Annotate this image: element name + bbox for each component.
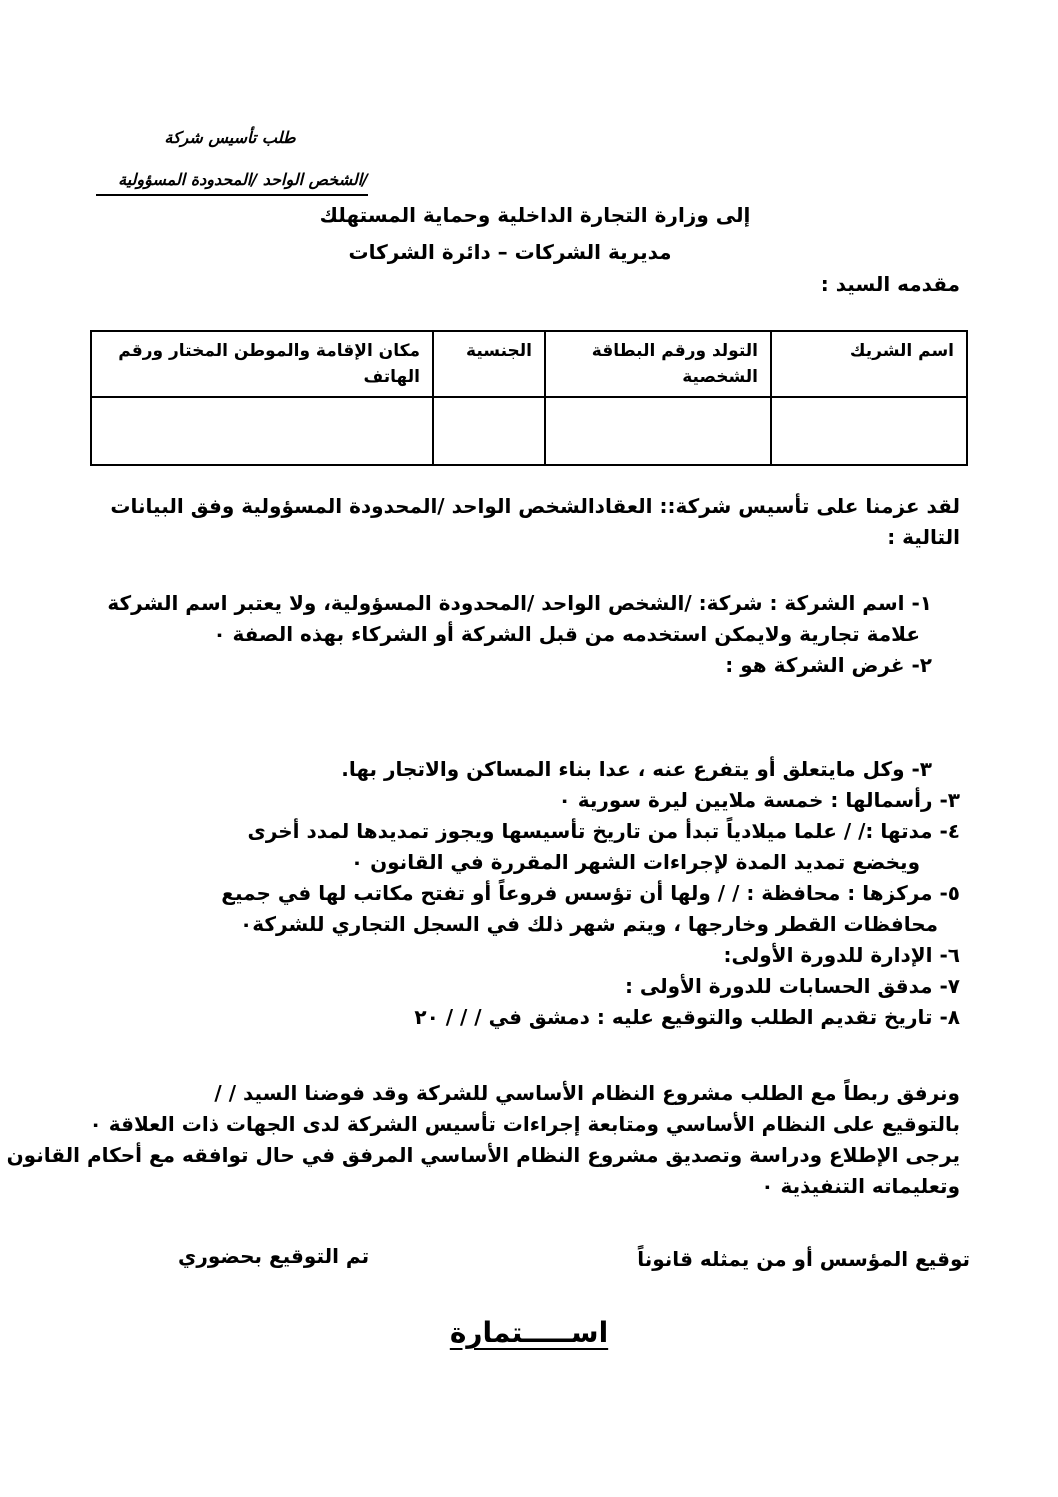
item-8: ٨- تاريخ تقديم الطلب والتوقيع عليه : دمشق في / / / ٢٠ [414, 1005, 960, 1029]
intro-line: التالية : [887, 525, 960, 549]
form-label [0, 1316, 1058, 1349]
partners-table [90, 330, 968, 466]
header-birth-id: التولد ورقم البطاقة الشخصية [545, 331, 771, 397]
cell-residence[interactable] [91, 397, 433, 465]
intro-paragraph [110, 491, 960, 553]
item-7: ٧- مدقق الحسابات للدورة الأولى : [624, 974, 960, 998]
items-second-group [221, 754, 960, 1033]
intro-line: لقد عزمنا على تأسيس شركة:: العقادالشخص الواحد /المحدودة المسؤولية وفق البيانات [110, 494, 960, 518]
cell-nationality[interactable] [433, 397, 545, 465]
item-1-line: علامة تجارية ولايمكن استخدمه من قبل الشركة أو الشركاء بهذه الصفة ٠ [213, 622, 920, 646]
item-3b: ٣- رأسمالها : خمسة ملايين ليرة سورية ٠ [558, 788, 960, 812]
item-5-line: محافظات القطر وخارجها ، ويتم شهر ذلك في السجل التجاري للشركة٠ [240, 912, 938, 936]
table-header-row [91, 331, 967, 397]
header-partner-name: اسم الشريك [771, 331, 967, 397]
table-row [91, 397, 967, 465]
attach-line: يرجى الإطلاع ودراسة وتصديق مشروع النظام الأساسي المرفق في حال توافقه مع أحكام القانون [6, 1143, 960, 1167]
header-residence: مكان الإقامة والموطن المختار ورقم الهاتف [91, 331, 433, 397]
item-3a: ٣- وكل مايتعلق أو يتفرع عنه ، عدا بناء المساكن والاتجار بها. [341, 757, 932, 781]
form-label-text: اســـــتمارة [449, 1316, 609, 1349]
item-4-line: ٤- مدتها :/ / علما ميلادياً تبدأ من تاريخ تأسيسها ويجوز تمديدها لمدد أخرى [247, 819, 960, 843]
attach-line: بالتوقيع على النظام الأساسي ومتابعة إجراءات تأسيس الشركة لدى الجهات ذات العلاقة ٠ [89, 1112, 960, 1136]
cell-birth-id[interactable] [545, 397, 771, 465]
item-5-line: ٥- مركزها : محافظة : / / ولها أن تؤسس فروعاً أو تفتح مكاتب لها في جميع [221, 881, 960, 905]
company-type: /الشخص الواحد /المحدودة المسؤولية [96, 170, 368, 196]
item-1-line: ١- اسم الشركة : شركة: /الشخص الواحد /المحدودة المسؤولية، ولا يعتبر اسم الشركة [107, 591, 932, 615]
ministry-heading: إلى وزارة التجارة الداخلية وحماية المستهلك [319, 203, 751, 227]
attach-line: وتعليماته التنفيذية ٠ [761, 1174, 960, 1198]
item-2: ٢- غرض الشركة هو : [725, 653, 932, 677]
attachment-paragraph [7, 1078, 960, 1202]
attach-line: ونرفق ربطاً مع الطلب مشروع النظام الأساسي للشركة وقد فوضنا السيد / / [214, 1081, 960, 1105]
witness-signature: تم التوقيع بحضوري [178, 1244, 370, 1268]
presenter-line: مقدمه السيد : [820, 272, 960, 296]
item-4-line: ويخضع تمديد المدة لإجراءات الشهر المقررة في القانون ٠ [350, 850, 920, 874]
items-first-group [107, 588, 960, 681]
cell-partner-name[interactable] [771, 397, 967, 465]
item-6: ٦- الإدارة للدورة الأولى: [723, 943, 960, 967]
header-nationality: الجنسية [433, 331, 545, 397]
request-title: طلب تأسيس شركة [164, 128, 296, 147]
directorate-heading: مديرية الشركات – دائرة الشركات [348, 240, 672, 264]
founder-signature: توقيع المؤسس أو من يمثله قانوناً [637, 1247, 970, 1271]
